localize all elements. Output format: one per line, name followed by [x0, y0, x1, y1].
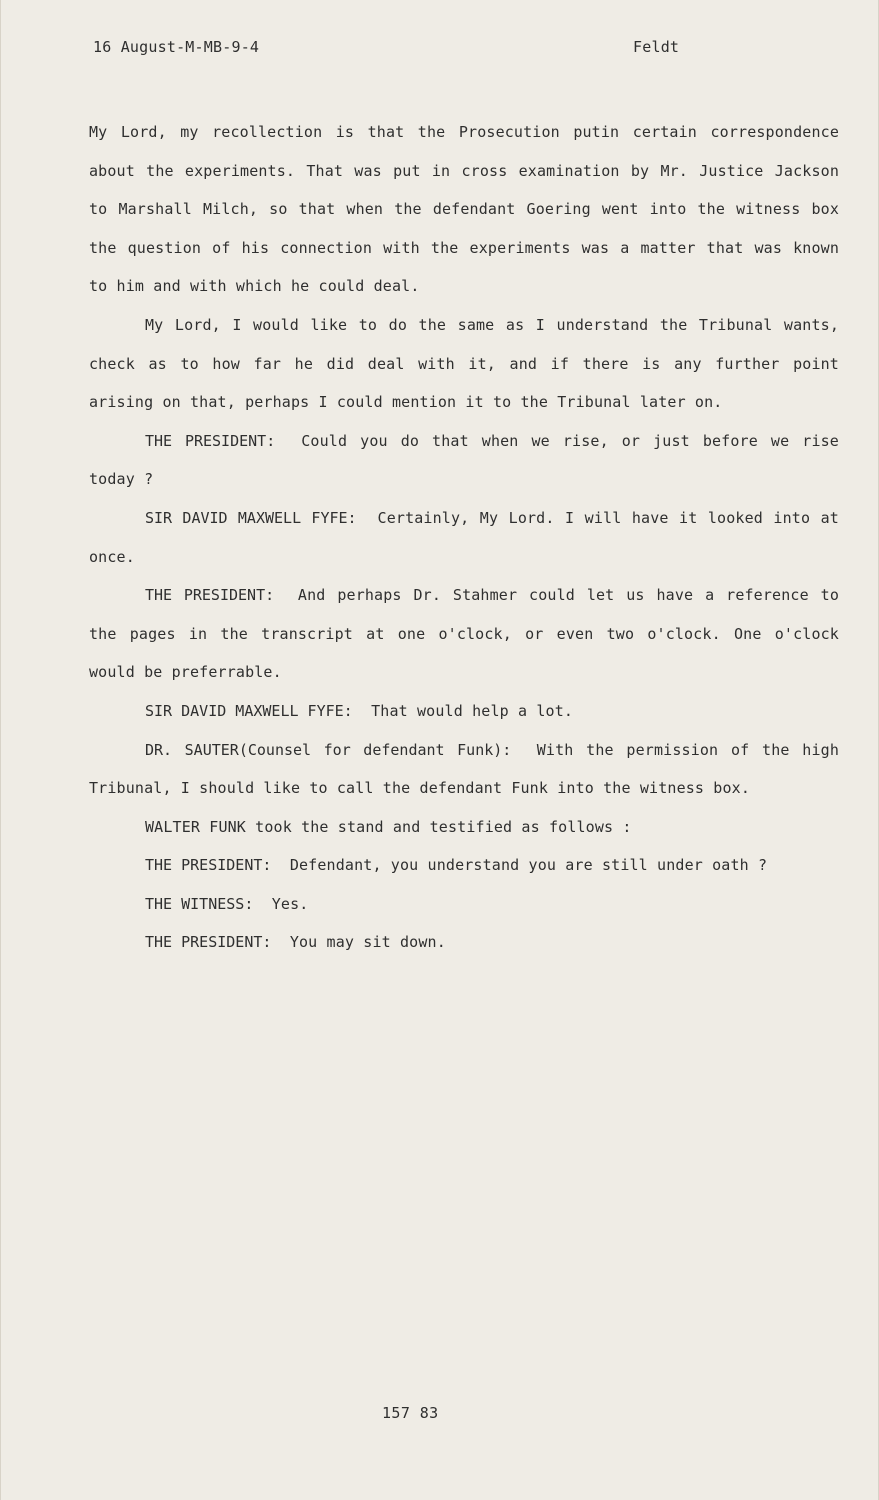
paragraph-text: My Lord, my recollection is that the Prosecution putin certain correspondence about the experiments. That was put in cross examination by Mr. Justice Jackson to Marshall Milch, so that when the defendant Goering went into the witness box the question of his connection with the experiments was a matter that was known to him and with which he could deal. — [89, 123, 839, 296]
speaker-label: DR. SAUTER(Counsel for defendant Funk): — [145, 740, 512, 759]
speaker-label: THE PRESIDENT: — [145, 856, 272, 875]
paragraph-text: Certainly, My Lord. I will have it looked into at once. — [89, 508, 839, 566]
paragraph — [89, 692, 839, 731]
speaker-label: THE WITNESS: — [145, 894, 254, 913]
paragraph-text: Defendant, you understand you are still under oath ? — [289, 856, 768, 875]
paragraph-text: You may sit down. — [289, 933, 446, 952]
paragraph — [89, 499, 839, 576]
paragraph — [89, 846, 839, 885]
speaker-label: SIR DAVID MAXWELL FYFE: — [145, 508, 357, 527]
paragraph — [89, 885, 839, 924]
paragraph-text: That would help a lot. — [371, 701, 574, 720]
paragraph — [89, 306, 839, 422]
paragraph-text: My Lord, I would like to do the same as I understand the Tribunal wants, check as to how far he did deal with it, and if there is any further point arising on that, perhaps I could mention it to the Tribunal later on. — [89, 315, 839, 412]
header-name: Feldt — [633, 38, 680, 56]
paragraph-text: And perhaps Dr. Stahmer could let us have a reference to the pages in the transcript at one o'clock, or even two o'clock. One o'clock would be preferrable. — [89, 586, 839, 682]
paragraph — [89, 731, 839, 808]
header-reference: 16 August-M-MB-9-4 — [93, 38, 260, 56]
paragraph — [89, 576, 839, 692]
paragraph-text: WALTER FUNK took the stand and testified as follows : — [145, 817, 632, 836]
speaker-label: THE PRESIDENT: — [145, 933, 272, 952]
speaker-label: THE PRESIDENT: — [145, 586, 275, 605]
paragraph-text: Could you do that when we rise, or just before we rise today ? — [89, 431, 839, 489]
page-number: 157 83 — [382, 1404, 439, 1422]
paragraph-text: With the permission of the high Tribunal, I should like to call the defendant Funk into the witness box. — [89, 740, 839, 798]
speaker-label: SIR DAVID MAXWELL FYFE: — [145, 701, 353, 720]
paragraph — [89, 422, 839, 499]
paragraph — [89, 113, 839, 306]
transcript-body — [89, 113, 839, 962]
paragraph-text: Yes. — [271, 894, 309, 913]
paragraph — [89, 923, 839, 962]
speaker-label: THE PRESIDENT: — [145, 431, 276, 450]
paragraph — [89, 808, 839, 847]
